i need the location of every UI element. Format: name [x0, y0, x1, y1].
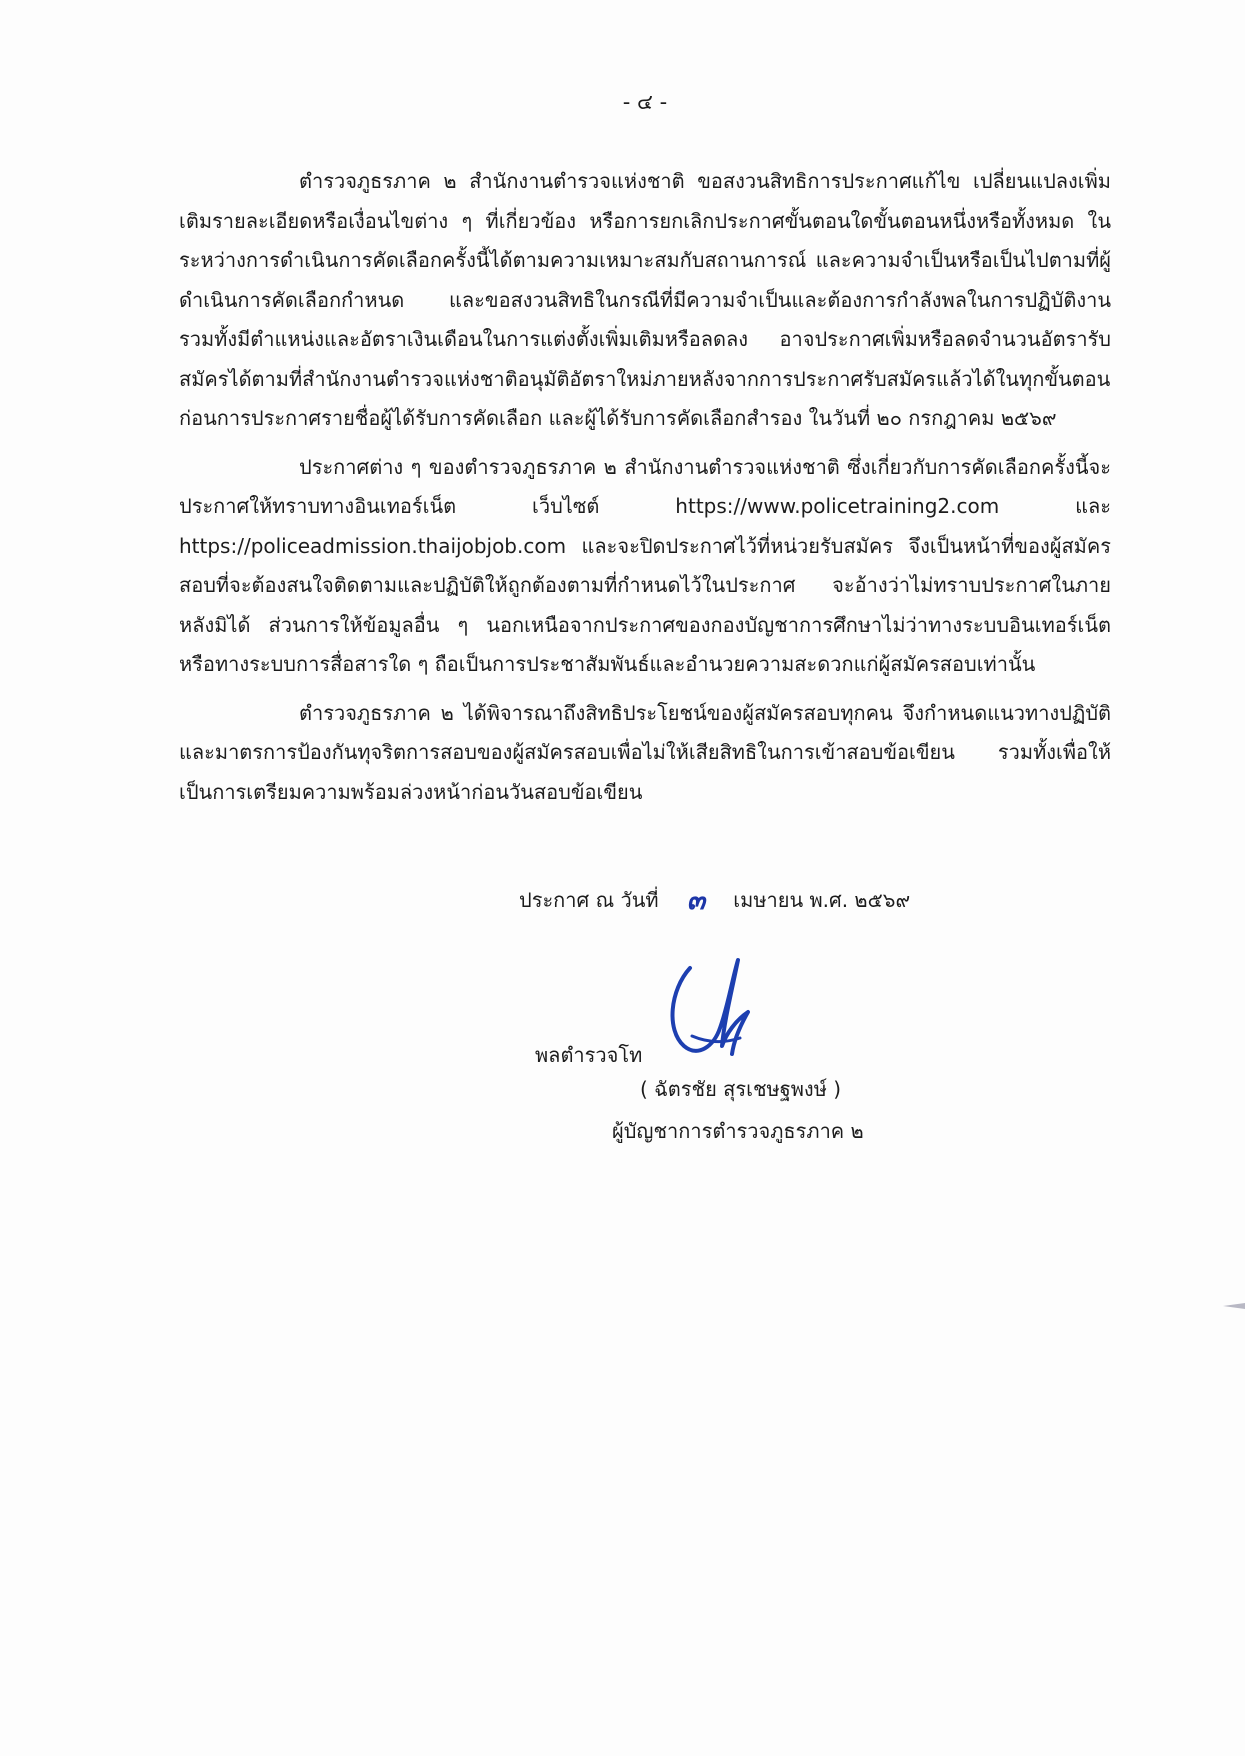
announcement-date [519, 885, 910, 916]
handwritten-signature [662, 950, 772, 1070]
page-number: - ๔ - [622, 90, 668, 114]
signer-name: ( ฉัตรชัย สุรเชษฐพงษ์ ) [640, 1077, 842, 1101]
announcement-prefix: ประกาศ ณ วันที่ [519, 888, 659, 912]
paragraph-anti-fraud-measures: ตำรวจภูธรภาค ๒ ได้พิจารณาถึงสิทธิประโยชน์ของผู้สมัครสอบทุกคน จึงกำหนดแนวทางปฏิบัติและมาตรการป้องกันทุจริตการสอบของผู้สมัครสอบเพื่อไม่ให้เสียสิทธิในการเข้าสอบข้อเขียน รวมทั้งเพื่อให้เป็นการเตรียมความพร้อมล่วงหน้าก่อนวันสอบข้อเขียน [179, 700, 1111, 804]
paragraph-reservation-of-rights: ตำรวจภูธรภาค ๒ สำนักงานตำรวจแห่งชาติ ขอสงวนสิทธิการประกาศแก้ไข เปลี่ยนแปลงเพิ่มเติมรายละเอียดหรือเงื่อนไขต่าง ๆ ที่เกี่ยวข้อง หรือการยกเลิกประกาศขั้นตอนใดขั้นตอนหนึ่งหรือทั้งหมด ในระหว่างการดำเนินการคัดเลือกครั้งนี้ได้ตามความเหมาะสมกับสถานการณ์ และความจำเป็นหรือเป็นไปตามที่ผู้ดำเนินการคัดเลือกกำหนด และขอสงวนสิทธิในกรณีที่มีความจำเป็นและต้องการกำลังพลในการปฏิบัติงาน รวมทั้งมีตำแหน่งและอัตราเงินเดือนในการแต่งตั้งเพิ่มเติมหรือลดลง อาจประกาศเพิ่มหรือลดจำนวนอัตรารับสมัครได้ตามที่สำนักงานตำรวจแห่งชาติอนุมัติอัตราใหม่ภายหลังจากการประกาศรับสมัครแล้วได้ในทุกขั้นตอน ก่อนการประกาศรายชื่อผู้ได้รับการคัดเลือก และผู้ได้รับการคัดเลือกสำรอง ในวันที่ ๒๐ กรกฎาคม ๒๕๖๙ [179, 169, 1111, 430]
announcement-month-year: เมษายน พ.ศ. ๒๕๖๙ [733, 888, 911, 912]
signer-rank: พลตำรวจโท [535, 1043, 643, 1067]
paragraph-announcement-channels: ประกาศต่าง ๆ ของตำรวจภูธรภาค ๒ สำนักงานตำรวจแห่งชาติ ซึ่งเกี่ยวกับการคัดเลือกครั้งนี้จะประกาศให้ทราบทางอินเทอร์เน็ต เว็บไซต์ https://www.policetraining2.com และ https://policeadmission.thaijobjob.com และจะปิดประกาศไว้ที่หน่วยรับสมัคร จึงเป็นหน้าที่ของผู้สมัครสอบที่จะต้องสนใจติดตามและปฏิบัติให้ถูกต้องตามที่กำหนดไว้ในประกาศ จะอ้างว่าไม่ทราบประกาศในภายหลังมิได้ ส่วนการให้ข้อมูลอื่น ๆ นอกเหนือจากประกาศของกองบัญชาการศึกษาไม่ว่าทางระบบอินเทอร์เน็ตหรือทางระบบการสื่อสารใด ๆ ถือเป็นการประชาสัมพันธ์และอำนวยความสะดวกแก่ผู้สมัครสอบเท่านั้น [179, 454, 1111, 676]
signer-position: ผู้บัญชาการตำรวจภูธรภาค ๒ [612, 1119, 864, 1143]
scan-edge-mark [1223, 1300, 1245, 1312]
announcement-day-handwritten: ๓ [686, 885, 706, 916]
document-body [179, 162, 1111, 821]
